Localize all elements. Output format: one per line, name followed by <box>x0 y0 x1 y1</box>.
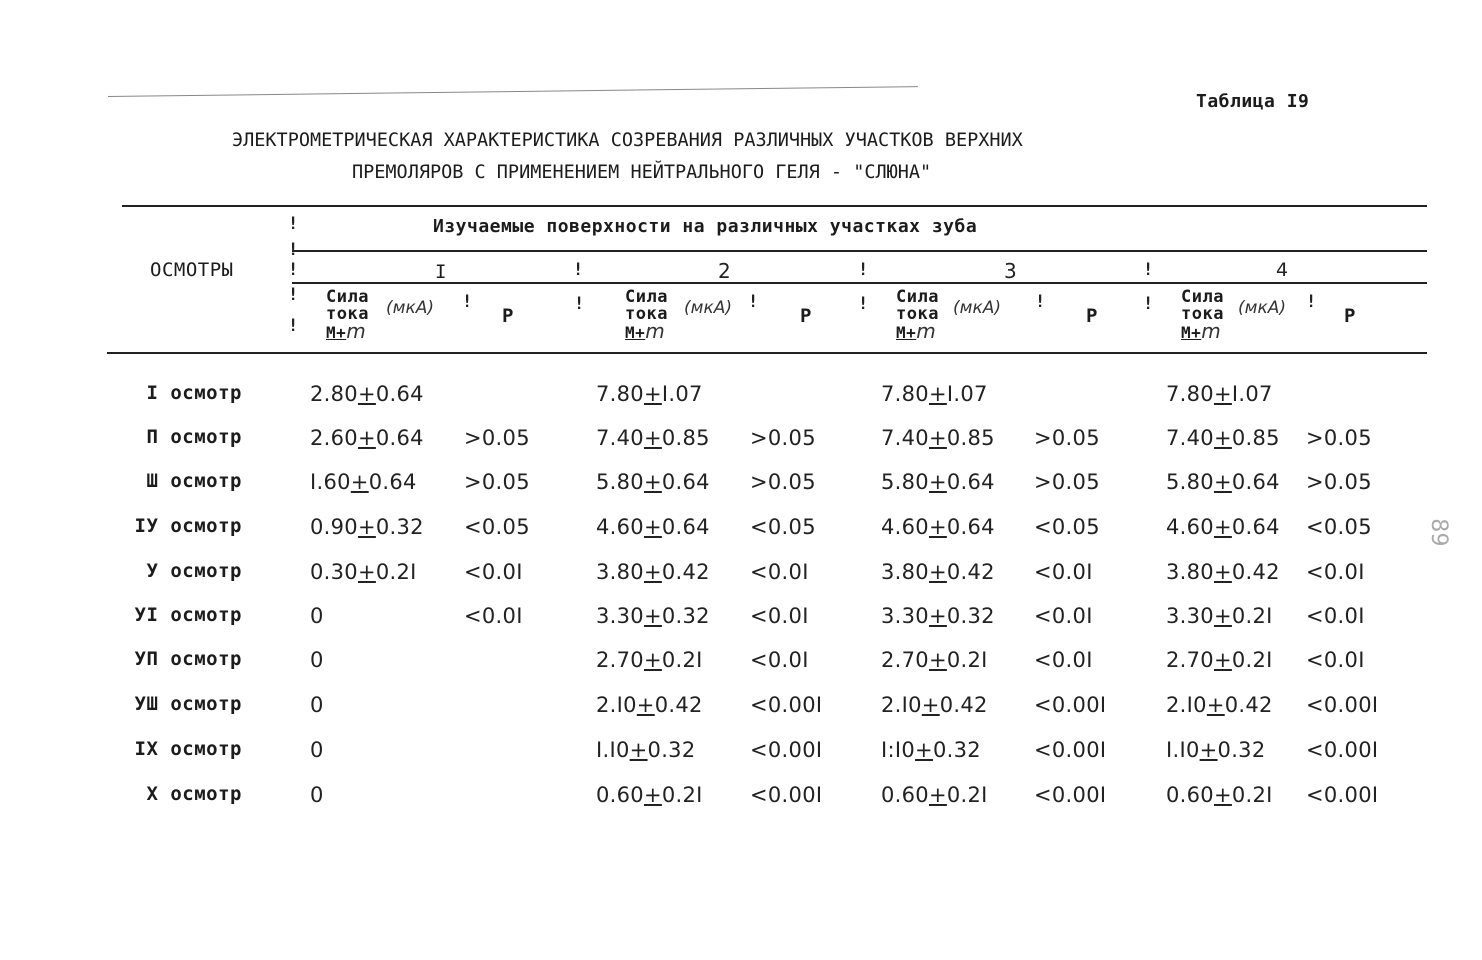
row-label: I осмотр <box>146 382 242 404</box>
plus-minus-sign: + <box>643 604 662 628</box>
cell-current <box>310 560 417 584</box>
cell-error: 0.42 <box>654 693 703 717</box>
cell-error: 0.42 <box>939 693 988 717</box>
cell-current <box>310 515 424 539</box>
cell-p-value: >0.05 <box>1306 426 1372 450</box>
cell-current <box>881 783 988 807</box>
cell-current <box>1166 783 1273 807</box>
cell-current <box>310 648 324 672</box>
mean-label: М+ <box>1181 323 1202 342</box>
cell-mean: I:I0 <box>881 738 916 762</box>
cell-current <box>881 382 988 406</box>
mean-label: М+ <box>896 323 917 342</box>
cell-error: 0.85 <box>661 426 710 450</box>
plus-minus-sign: + <box>915 738 933 762</box>
cell-error: 0.2I <box>946 783 988 807</box>
cell-error: 0.2I <box>1231 604 1273 628</box>
cell-mean: 2.70 <box>596 648 644 672</box>
sub-separator: ! <box>858 294 869 314</box>
cell-mean: 3.30 <box>596 604 644 628</box>
cell-error: I.07 <box>946 382 988 406</box>
unit-label: (мкА) <box>953 298 1001 318</box>
cell-p-value: <0.00I <box>1306 738 1379 762</box>
row-label: IX осмотр <box>134 738 242 760</box>
header-separator: ! <box>288 240 299 260</box>
cell-current <box>596 515 710 539</box>
cell-p-value: <0.00I <box>1034 738 1107 762</box>
cell-current <box>1166 382 1273 406</box>
plus-minus-sign: + <box>1213 426 1232 450</box>
row-label: УШ осмотр <box>134 693 242 715</box>
plus-minus-sign: + <box>928 515 947 539</box>
group-separator: ! <box>1143 260 1154 280</box>
table-top-rule <box>122 205 1427 207</box>
cell-error: 0.42 <box>661 560 710 584</box>
cell-p-value: <0.0I <box>464 560 523 584</box>
plus-minus-sign: + <box>1206 693 1225 717</box>
cell-mean: 5.80 <box>596 470 644 494</box>
cell-mean: 0.60 <box>596 783 644 807</box>
cell-p-value: <0.0I <box>1306 648 1365 672</box>
plus-minus-sign: + <box>350 470 369 494</box>
current-label-1: Сила <box>896 287 939 307</box>
cell-current <box>1166 604 1273 628</box>
cell-mean: I.I0 <box>1166 738 1200 762</box>
cell-p-value: <0.00I <box>750 783 823 807</box>
cell-current <box>881 604 995 628</box>
cell-error: 0.64 <box>946 515 995 539</box>
plus-minus-sign: + <box>357 382 376 406</box>
cell-mean: I.60 <box>310 470 351 494</box>
group-rule <box>292 250 1427 252</box>
cell-current <box>310 426 424 450</box>
cell-error: 0.64 <box>368 470 417 494</box>
cell-mean: 3.80 <box>596 560 644 584</box>
cell-mean: 2.70 <box>881 648 929 672</box>
row-label: X осмотр <box>146 783 242 805</box>
row-label: УI осмотр <box>134 604 242 626</box>
plus-minus-sign: + <box>357 515 376 539</box>
row-label: У осмотр <box>146 560 242 582</box>
cell-current <box>310 470 417 494</box>
cell-current <box>310 738 324 762</box>
cell-p-value: <0.00I <box>1034 783 1107 807</box>
current-label-1: Сила <box>625 287 668 307</box>
cell-mean: 4.60 <box>1166 515 1214 539</box>
cell-mean: 5.80 <box>1166 470 1214 494</box>
sub-separator: ! <box>1035 292 1046 312</box>
p-label-3: Р <box>1086 305 1098 327</box>
sub-separator: ! <box>1306 292 1317 312</box>
cell-mean: I.I0 <box>596 738 630 762</box>
cell-p-value: <0.05 <box>1306 515 1372 539</box>
cell-mean: 0 <box>310 648 324 672</box>
cell-current <box>881 426 995 450</box>
cell-current <box>310 382 424 406</box>
cell-mean: 0 <box>310 783 324 807</box>
cell-current <box>596 783 703 807</box>
cell-mean: 0.60 <box>881 783 929 807</box>
current-header-4 <box>1181 289 1224 341</box>
header-osmotry: ОСМОТРЫ <box>150 259 234 281</box>
cell-p-value: <0.0I <box>1034 560 1093 584</box>
cell-current <box>1166 515 1280 539</box>
unit-label: (мкА) <box>684 298 732 318</box>
sub-separator: ! <box>1143 294 1154 314</box>
cell-current <box>596 560 710 584</box>
cell-current <box>596 648 703 672</box>
row-label: Ш осмотр <box>146 470 242 492</box>
cell-mean: 0.90 <box>310 515 358 539</box>
cell-current <box>1166 560 1280 584</box>
cell-current <box>596 604 710 628</box>
error-label: m <box>1201 319 1221 343</box>
cell-current <box>881 560 995 584</box>
header-separator: ! <box>288 214 299 234</box>
cell-current <box>596 738 696 762</box>
cell-current <box>881 515 995 539</box>
cell-error: 0.2I <box>661 783 703 807</box>
cell-mean: 3.80 <box>1166 560 1214 584</box>
plus-minus-sign: + <box>636 693 655 717</box>
cell-error: 0.32 <box>647 738 696 762</box>
plus-minus-sign: + <box>357 426 376 450</box>
cell-mean: 2.I0 <box>1166 693 1207 717</box>
cell-p-value: <0.0I <box>464 604 523 628</box>
cell-mean: 2.60 <box>310 426 358 450</box>
cell-p-value: <0.00I <box>750 738 823 762</box>
cell-current <box>881 693 988 717</box>
current-label-2: тока <box>625 304 668 324</box>
cell-error: 0.64 <box>1231 470 1280 494</box>
cell-mean: 0 <box>310 604 324 628</box>
cell-mean: 0 <box>310 693 324 717</box>
page-number: 89 <box>1425 518 1451 547</box>
plus-minus-sign: + <box>928 648 947 672</box>
group-label-4: 4 <box>1276 259 1289 281</box>
cell-current <box>1166 648 1273 672</box>
row-label: IУ осмотр <box>134 515 242 537</box>
plus-minus-sign: + <box>643 560 662 584</box>
plus-minus-sign: + <box>643 648 662 672</box>
cell-p-value: <0.0I <box>1034 604 1093 628</box>
cell-mean: 2.70 <box>1166 648 1214 672</box>
cell-p-value: <0.05 <box>750 515 816 539</box>
error-label: m <box>346 319 366 343</box>
cell-mean: 7.80 <box>596 382 644 406</box>
cell-error: 0.42 <box>1224 693 1273 717</box>
unit-label: (мкА) <box>1238 298 1286 318</box>
cell-mean: 7.80 <box>881 382 929 406</box>
cell-error: 0.2I <box>375 560 417 584</box>
header-bottom-rule <box>107 352 1427 354</box>
cell-mean: 7.80 <box>1166 382 1214 406</box>
cell-current <box>596 426 710 450</box>
title-line-2: ПРЕМОЛЯРОВ С ПРИМЕНЕНИЕМ НЕЙТРАЛЬНОГО ГЕЛЯ - "СЛЮНА" <box>352 162 932 183</box>
cell-mean: 0.60 <box>1166 783 1214 807</box>
cell-error: 0.32 <box>661 604 710 628</box>
plus-minus-sign: + <box>928 783 947 807</box>
group-label-3: 3 <box>1004 259 1018 283</box>
cell-p-value: >0.05 <box>1034 426 1100 450</box>
header-separator: ! <box>288 260 299 280</box>
plus-minus-sign: + <box>1213 470 1232 494</box>
subgroup-rule <box>292 282 1427 284</box>
sub-separator: ! <box>462 292 473 312</box>
current-label-1: Сила <box>1181 287 1224 307</box>
p-label-1: Р <box>502 305 514 327</box>
cell-mean: 0 <box>310 738 324 762</box>
cell-mean: 2.80 <box>310 382 358 406</box>
cell-mean: 3.30 <box>1166 604 1214 628</box>
cell-error: I.07 <box>661 382 703 406</box>
cell-p-value: <0.00I <box>1306 693 1379 717</box>
cell-mean: 4.60 <box>596 515 644 539</box>
cell-p-value: <0.0I <box>750 560 809 584</box>
row-label: УП осмотр <box>134 648 242 670</box>
cell-current <box>596 470 710 494</box>
cell-p-value: >0.05 <box>750 426 816 450</box>
scan-line <box>108 86 918 97</box>
cell-current <box>310 693 324 717</box>
plus-minus-sign: + <box>1199 738 1218 762</box>
mean-label: М+ <box>326 323 347 342</box>
cell-error: 0.64 <box>661 470 710 494</box>
cell-p-value: <0.05 <box>464 515 530 539</box>
cell-mean: 5.80 <box>881 470 929 494</box>
cell-error: 0.32 <box>375 515 424 539</box>
plus-minus-sign: + <box>643 426 662 450</box>
cell-p-value: <0.0I <box>1034 648 1093 672</box>
current-label-2: тока <box>1181 304 1224 324</box>
cell-error: 0.32 <box>1217 738 1266 762</box>
p-label-4: Р <box>1344 305 1356 327</box>
cell-mean: 3.80 <box>881 560 929 584</box>
plus-minus-sign: + <box>643 515 662 539</box>
mean-label: М+ <box>625 323 646 342</box>
cell-error: 0.85 <box>946 426 995 450</box>
group-separator: ! <box>573 260 584 280</box>
group-label-1: I <box>435 261 447 283</box>
cell-current <box>596 382 703 406</box>
cell-mean: 0.30 <box>310 560 358 584</box>
cell-current <box>310 783 324 807</box>
current-header-2 <box>625 289 668 341</box>
group-label-2: 2 <box>718 259 732 283</box>
plus-minus-sign: + <box>643 470 662 494</box>
cell-error: 0.64 <box>946 470 995 494</box>
cell-error: 0.2I <box>1231 783 1273 807</box>
cell-p-value: >0.05 <box>464 426 530 450</box>
cell-mean: 4.60 <box>881 515 929 539</box>
cell-error: 0.42 <box>946 560 995 584</box>
cell-current <box>1166 426 1280 450</box>
cell-mean: 2.I0 <box>881 693 922 717</box>
current-label-2: тока <box>326 304 369 324</box>
title-line-1: ЭЛЕКТРОМЕТРИЧЕСКАЯ ХАРАКТЕРИСТИКА СОЗРЕВАНИЯ РАЗЛИЧНЫХ УЧАСТКОВ ВЕРХНИХ <box>232 130 1023 151</box>
header-separator: ! <box>288 316 299 336</box>
cell-error: 0.64 <box>661 515 710 539</box>
cell-current <box>596 693 703 717</box>
plus-minus-sign: + <box>357 560 376 584</box>
current-label-1: Сила <box>326 287 369 307</box>
plus-minus-sign: + <box>1213 604 1232 628</box>
cell-error: 0.2I <box>661 648 703 672</box>
cell-mean: 7.40 <box>881 426 929 450</box>
row-label: П осмотр <box>146 426 242 448</box>
cell-current <box>881 648 988 672</box>
cell-current <box>1166 470 1280 494</box>
cell-current <box>310 604 324 628</box>
cell-mean: 3.30 <box>881 604 929 628</box>
cell-p-value: <0.05 <box>1034 515 1100 539</box>
cell-p-value: <0.0I <box>1306 604 1365 628</box>
plus-minus-sign: + <box>1213 560 1232 584</box>
cell-error: 0.64 <box>1231 515 1280 539</box>
plus-minus-sign: + <box>629 738 648 762</box>
plus-minus-sign: + <box>1213 382 1232 406</box>
current-header-1 <box>326 289 369 341</box>
current-label-2: тока <box>896 304 939 324</box>
current-header-3 <box>896 289 939 341</box>
cell-mean: 7.40 <box>1166 426 1214 450</box>
cell-p-value: >0.05 <box>1034 470 1100 494</box>
cell-error: 0.2I <box>1231 648 1273 672</box>
unit-label: (мкА) <box>386 298 434 318</box>
cell-p-value: <0.00I <box>750 693 823 717</box>
cell-current <box>881 738 981 762</box>
plus-minus-sign: + <box>1213 515 1232 539</box>
cell-error: 0.32 <box>946 604 995 628</box>
cell-p-value: <0.00I <box>1306 783 1379 807</box>
cell-p-value: <0.0I <box>750 648 809 672</box>
cell-current <box>881 470 995 494</box>
plus-minus-sign: + <box>928 560 947 584</box>
cell-p-value: >0.05 <box>464 470 530 494</box>
p-label-2: Р <box>800 305 812 327</box>
plus-minus-sign: + <box>928 470 947 494</box>
plus-minus-sign: + <box>928 604 947 628</box>
plus-minus-sign: + <box>928 426 947 450</box>
header-separator: ! <box>288 285 299 305</box>
cell-p-value: >0.05 <box>750 470 816 494</box>
plus-minus-sign: + <box>643 382 662 406</box>
plus-minus-sign: + <box>1213 783 1232 807</box>
plus-minus-sign: + <box>643 783 662 807</box>
cell-error: 0.32 <box>932 738 981 762</box>
plus-minus-sign: + <box>928 382 947 406</box>
cell-error: 0.64 <box>375 382 424 406</box>
sub-separator: ! <box>574 294 585 314</box>
error-label: m <box>916 319 936 343</box>
cell-error: 0.42 <box>1231 560 1280 584</box>
cell-error: 0.85 <box>1231 426 1280 450</box>
error-label: m <box>645 319 665 343</box>
cell-p-value: >0.05 <box>1306 470 1372 494</box>
cell-p-value: <0.00I <box>1034 693 1107 717</box>
cell-p-value: <0.0I <box>750 604 809 628</box>
cell-mean: 7.40 <box>596 426 644 450</box>
plus-minus-sign: + <box>921 693 940 717</box>
table-label: Таблица I9 <box>1196 91 1310 112</box>
cell-error: 0.64 <box>375 426 424 450</box>
cell-p-value: <0.0I <box>1306 560 1365 584</box>
cell-current <box>1166 738 1266 762</box>
header-group-title: Изучаемые поверхности на различных участках зуба <box>433 216 978 237</box>
cell-current <box>1166 693 1273 717</box>
sub-separator: ! <box>748 292 759 312</box>
plus-minus-sign: + <box>1213 648 1232 672</box>
cell-error: 0.2I <box>946 648 988 672</box>
cell-mean: 2.I0 <box>596 693 637 717</box>
cell-error: I.07 <box>1231 382 1273 406</box>
group-separator: ! <box>858 260 869 280</box>
